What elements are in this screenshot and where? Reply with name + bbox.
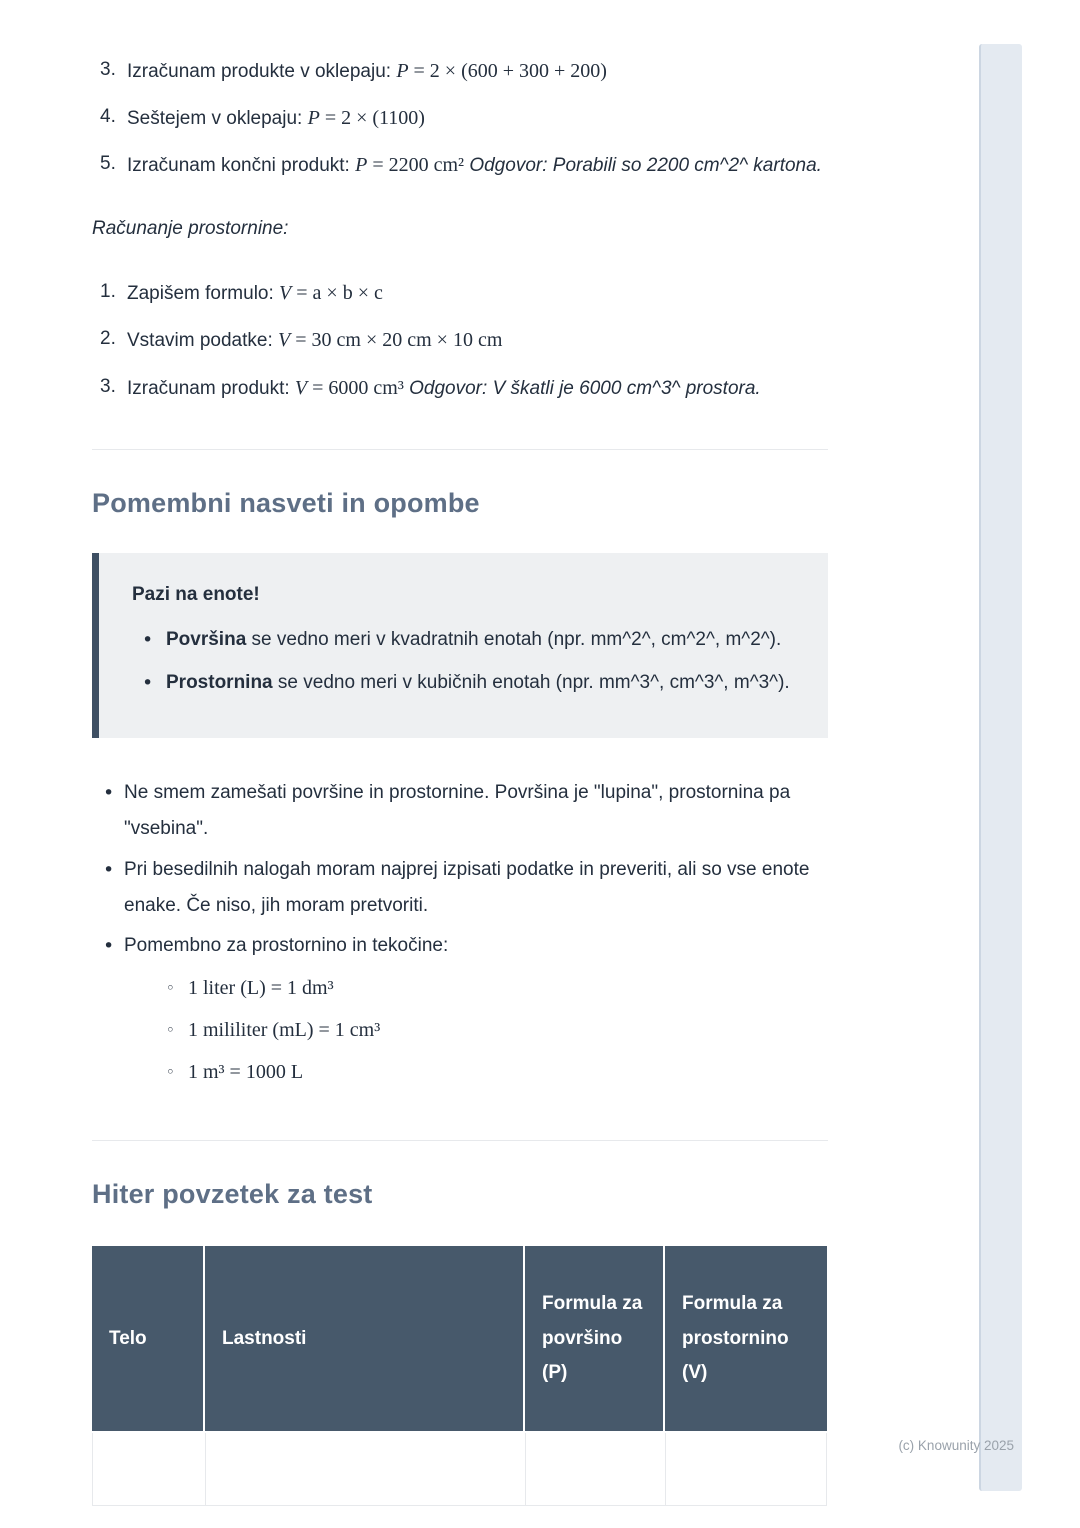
conversion-item bbox=[166, 972, 828, 1004]
list-item bbox=[92, 321, 828, 359]
step-label: Izračunam končni produkt: bbox=[127, 155, 356, 177]
table-cell bbox=[206, 1433, 526, 1505]
answer-text: Odgovor: V škatli je 6000 cm^3^ prostora. bbox=[403, 377, 761, 399]
answer-text: Odgovor: Porabili so 2200 cm^2^ kartona. bbox=[464, 155, 822, 177]
bullet-item bbox=[92, 852, 828, 924]
list-item bbox=[92, 52, 828, 90]
callout-title: Pazi na enote! bbox=[132, 584, 260, 606]
list-item bbox=[92, 146, 828, 184]
math-formula bbox=[355, 154, 464, 176]
conversion-formula: ◦ 1 mililiter (mL) = 1 cm³ bbox=[188, 1018, 381, 1041]
math-expression: = 30 cm × 20 cm × 10 cm bbox=[290, 329, 503, 352]
math-expression: = 2 × (1100) bbox=[319, 107, 425, 130]
list-item bbox=[92, 369, 828, 407]
math-variable: P bbox=[355, 154, 368, 177]
summary-table bbox=[92, 1246, 827, 1506]
table-header-row bbox=[92, 1246, 827, 1431]
math-expression: = 6000 cm³ bbox=[307, 376, 404, 399]
list-item-text bbox=[127, 369, 828, 407]
list-item bbox=[92, 274, 828, 312]
term-description: se vedno meri v kubičnih enotah (npr. mm^3^, cm^3^, m^3^). bbox=[272, 672, 790, 694]
list-number: 4. bbox=[100, 106, 116, 128]
step-label: Vstavim podatke: bbox=[127, 330, 279, 352]
bullet-text: • Pri besedilnih nalogah moram najprej izpisati podatke in preveriti, ali so vse enote enake. Če niso, jih moram pretvoriti. bbox=[124, 858, 810, 916]
list-number: 5. bbox=[100, 153, 116, 175]
math-formula bbox=[396, 60, 607, 82]
divider bbox=[92, 449, 828, 450]
conversion-item bbox=[166, 1014, 828, 1046]
step-label: Izračunam produkte v oklepaju: bbox=[127, 61, 397, 82]
bullet-item bbox=[92, 928, 828, 1098]
list-number: 2. bbox=[100, 328, 116, 350]
callout-bullet-list bbox=[132, 622, 792, 701]
list-item bbox=[92, 99, 828, 137]
list-item-text bbox=[127, 52, 828, 90]
list-item-text bbox=[127, 321, 828, 359]
table-cell bbox=[666, 1433, 828, 1505]
table-header-cell: Formula za površino (P) bbox=[525, 1246, 663, 1431]
callout-bullet bbox=[132, 622, 792, 658]
footer-credit: (c) Knowunity 2025 bbox=[898, 1438, 1014, 1453]
callout-bullet-text bbox=[166, 622, 792, 658]
volume-steps-list bbox=[92, 274, 828, 406]
math-expression: = a × b × c bbox=[291, 282, 383, 305]
conversion-list bbox=[166, 972, 828, 1088]
conversion-item bbox=[166, 1056, 828, 1088]
table-header-cell: Lastnosti bbox=[205, 1246, 523, 1431]
math-variable: V bbox=[294, 376, 308, 399]
term: Prostornina bbox=[166, 672, 273, 694]
list-item-text bbox=[127, 274, 828, 312]
math-variable: V bbox=[279, 282, 292, 305]
list-item-text bbox=[127, 99, 828, 137]
document-content bbox=[92, 44, 828, 1506]
tips-bullet-list bbox=[92, 775, 828, 1097]
scrollbar[interactable] bbox=[979, 44, 1022, 1491]
surface-steps-list bbox=[92, 52, 828, 184]
math-formula bbox=[278, 329, 502, 351]
table-header-cell: Telo bbox=[92, 1246, 203, 1431]
math-expression: = 2 × (600 + 300 + 200) bbox=[408, 60, 607, 82]
list-number: 3. bbox=[100, 59, 116, 80]
math-formula bbox=[279, 282, 383, 304]
step-label: Izračunam produkt: bbox=[127, 377, 295, 399]
math-formula bbox=[295, 377, 404, 399]
table-cell bbox=[93, 1433, 206, 1505]
callout-bullet-text bbox=[166, 665, 792, 701]
section-heading: Pomembni nasveti in opombe bbox=[92, 487, 480, 518]
bullet-text-lead: Pomembno za prostornino in tekočine: bbox=[124, 934, 449, 956]
conversion-formula: ◦ 1 m³ = 1000 L bbox=[188, 1060, 304, 1083]
callout-bullet bbox=[132, 665, 792, 701]
list-number: 3. bbox=[100, 375, 116, 397]
math-variable: P bbox=[307, 107, 320, 130]
term-description: se vedno meri v kvadratnih enotah (npr. mm^2^, cm^2^, m^2^). bbox=[246, 629, 782, 651]
callout-box bbox=[92, 553, 828, 738]
step-label: Seštejem v oklepaju: bbox=[127, 108, 308, 130]
step-label: Zapišem formulo: bbox=[127, 283, 280, 305]
table-cell bbox=[526, 1433, 666, 1505]
term: Površina bbox=[166, 629, 247, 651]
bullet-text: • Ne smem zamešati površine in prostornine. Površina je "lupina", prostornina pa "vsebina". bbox=[124, 782, 791, 840]
math-formula bbox=[308, 107, 425, 129]
volume-section-title: Računanje prostornine: bbox=[92, 218, 289, 240]
math-expression: = 2200 cm² bbox=[367, 154, 465, 177]
table-header-cell: Formula za prostornino (V) bbox=[665, 1246, 827, 1431]
divider bbox=[92, 1140, 828, 1141]
bullet-item bbox=[92, 775, 828, 847]
conversion-formula: ◦ 1 liter (L) = 1 dm³ bbox=[188, 976, 334, 999]
section-heading: Hiter povzetek za test bbox=[92, 1178, 373, 1209]
bullet-text bbox=[124, 928, 828, 1098]
list-number: 1. bbox=[100, 281, 116, 303]
table-row bbox=[92, 1433, 827, 1506]
math-variable: V bbox=[278, 329, 291, 352]
list-item-text bbox=[127, 146, 828, 184]
math-variable: P bbox=[396, 60, 409, 82]
